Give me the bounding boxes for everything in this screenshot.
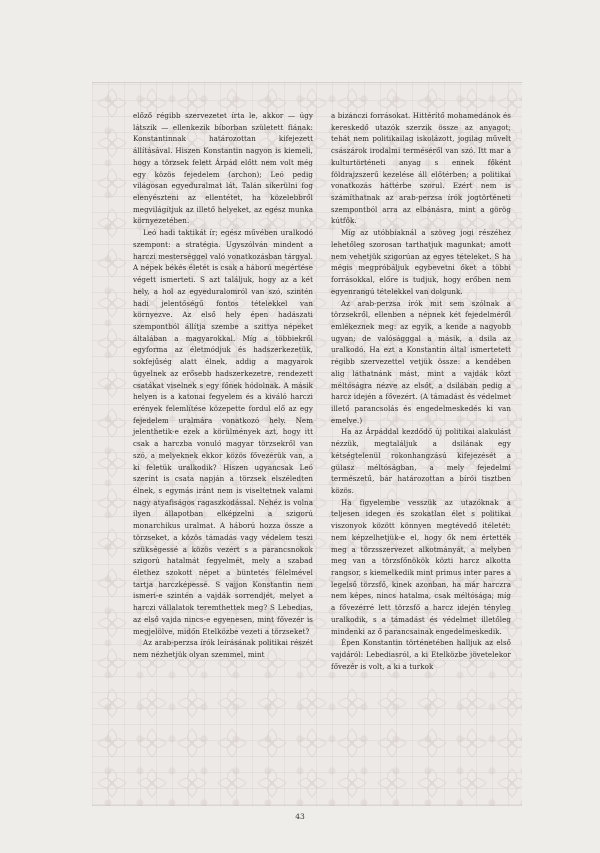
right-paragraph-1: a bizánczi forrásokat. Hittérítő mohamedánok és kereskedő utazók szerzik össze az anyagot; tehát nem politikailag iskolázott, jogilag művelt császárok irodalmi terméséről van szó. Itt mar a kulturtörténeti anyag s ennek főként földrajzszerű kezelése áll előtérben; a politikai vonatkozás háttérbe szorul. Ezért nem is számíthatnak az arab-perzsa írók jogtörténeti szempontból arra az elbánásra, mint a görög kútfők. xyxy=(331,111,511,226)
left-paragraph-3: Az arab-perzsa írók leírásának politikai részét nem nézhetjük olyan szemmel, mint xyxy=(133,638,313,660)
right-paragraph-6: Épen Konstantin történetében halljuk az első vajdáról: Lebediasról, a ki Etelközbe jövetelekor fővezér is volt, a ki a turkok xyxy=(331,638,511,671)
page-number: 43 xyxy=(295,812,305,821)
right-paragraph-5: Ha figyelembe vesszük az utazóknak a teljesen idegen és szokatlan élet s politikai viszonyok között könnyen megtévedő itéletét: nem képzelhetjük-e el, hogy ők nem értették meg a törzsszervezet alkotmányát, a melyben meg van a törzsfőnökök közti harcz alkotta rangsor, s kiemelkedik mint primus inter pares a legelső törzsfő, kinek azonban, ha már harczra nem képes, nincs hatalma, csak méltósága; míg a fővezérré lett törzsfő a harcz idején tényleg uralkodik, s a támadást és védelmet illetőleg mindenki az ő parancsainak engedelmeskedik. xyxy=(331,497,511,636)
right-text-column xyxy=(331,110,511,673)
left-paragraph-1: előző régibb szervezetet írta le, akkor — úgy látszik — ellenkezik bíborban született fiának: Konstantinnak határozottan kifejezett állításával. Hiszen Konstantin nagyon is kiemeli, hogy a törzsek felett Árpád előtt nem volt még egy közös fejedelem (archon); Leó pedig világosan egyeduralmat lát. Talán sikerülni fog elenyészteni az ellentétet, ha közelebbről megvilágítjuk az illető helyeket, az egész munka környezetében. xyxy=(133,111,313,226)
right-paragraph-2: Míg az utóbbiaknál a szöveg jogi részéhez lehetőleg szorosan tarthatjuk magunkat; amott nem vehetjük szigorúan az egyes tételeket. S ha mégis megpróbáljuk egybevetni őket a többi forrásokkal, előre is tudjuk, hogy erőben nem egyenrangú tételekkel van dolgunk. xyxy=(331,228,511,296)
right-paragraph-4: Ha az Árpáddal kezdődő új politikai alakulást nézzük, megtaláljuk a dsilának egy kétségtelenül rokonhangzású kifejezését a gülasz méltóságban, a mely fejedelmi természetű, bár határozottan a bírói tisztben közös. xyxy=(331,427,511,495)
left-paragraph-2: Leó hadi taktikát ír; egész művében uralkodó szempont: a stratégia. Ugyszólván mindent a harczi mesterséggel való vonatkozásban tárgyal. A népek békés életét is csak a háború megértése végett ismerteti. S azt találjuk, hogy az a két hely, a hol az egyeduralomról van szó, szintén hadi jelentőségű fontos tételekkel van környezve. Az első hely épen hadászati szempontból állítja szembe a szittya népeket általában a magyarokkal. Míg a többiekről egyforma az életmódjuk és hadszerkezetük, sokfejűség alatt élnek, addig a magyarok ügyelnek az erősebb hadszerkezetre, rendezett csatákat viselnek s egy főnek hódolnak. A másik helyen is a katonai fegyelem és a kiváló harczi erények felemlítése közepette fordul elő az egy fejedelem uralmára vonatkozó hely. Nem jelenthetik-e ezek a körülmények azt, hogy itt csak a harczba vonuló magyar törzsekről van szó, a melyeknek ekkor közös fővezérük van, a ki feletük uralkodik? Hiszen ugyancsak Leó szerint is csata napján a törzsek elszéledten élnek, s egymás iránt nem is viseltetnek valami nagy atyafiságos ragaszkodással. Nehéz is volna ilyen állapotban elképzelni a szigorú monarchikus uralmat. A háború hozza össze a törzseket, a közös támadás vagy védelem teszi szükségessé a közös vezért s a parancsnokok szigorú hatalmát fegyelmét, mely a szabad élethez szokott népet a büntetés félelmével tartja harczképessé. S vajjon Konstantin nem ismeri-e szintén a vajdák sorrendjét, melyet a harczi vállalatok teremthettek meg? S Lebedias, az első vajda nincs-e egyenesen, mint fővezér is megjelölve, midőn Etelközbe vezeti a törzseket? xyxy=(133,228,313,636)
left-text-column xyxy=(133,110,313,661)
right-paragraph-3: Az arab-perzsa írók mit sem szólnak a törzsekről, ellenben a népnek két fejedelméről emlékeznek meg: az egyik, a kende a nagyobb ugyan; de valóságggal a másik, a dsila az uralkodó. Ha ezt a Konstantin által ismertetett régibb szervezettel vetjük össze: a kendében alig láthatnánk mást, mint a vajdák közt méltóságra nézve az elsőt, a dsilában pedig a harcz idején a fővezért. (A támadást és védelmet illető parancsolás és engedelmeskedés ki van emelve.) xyxy=(331,298,511,425)
